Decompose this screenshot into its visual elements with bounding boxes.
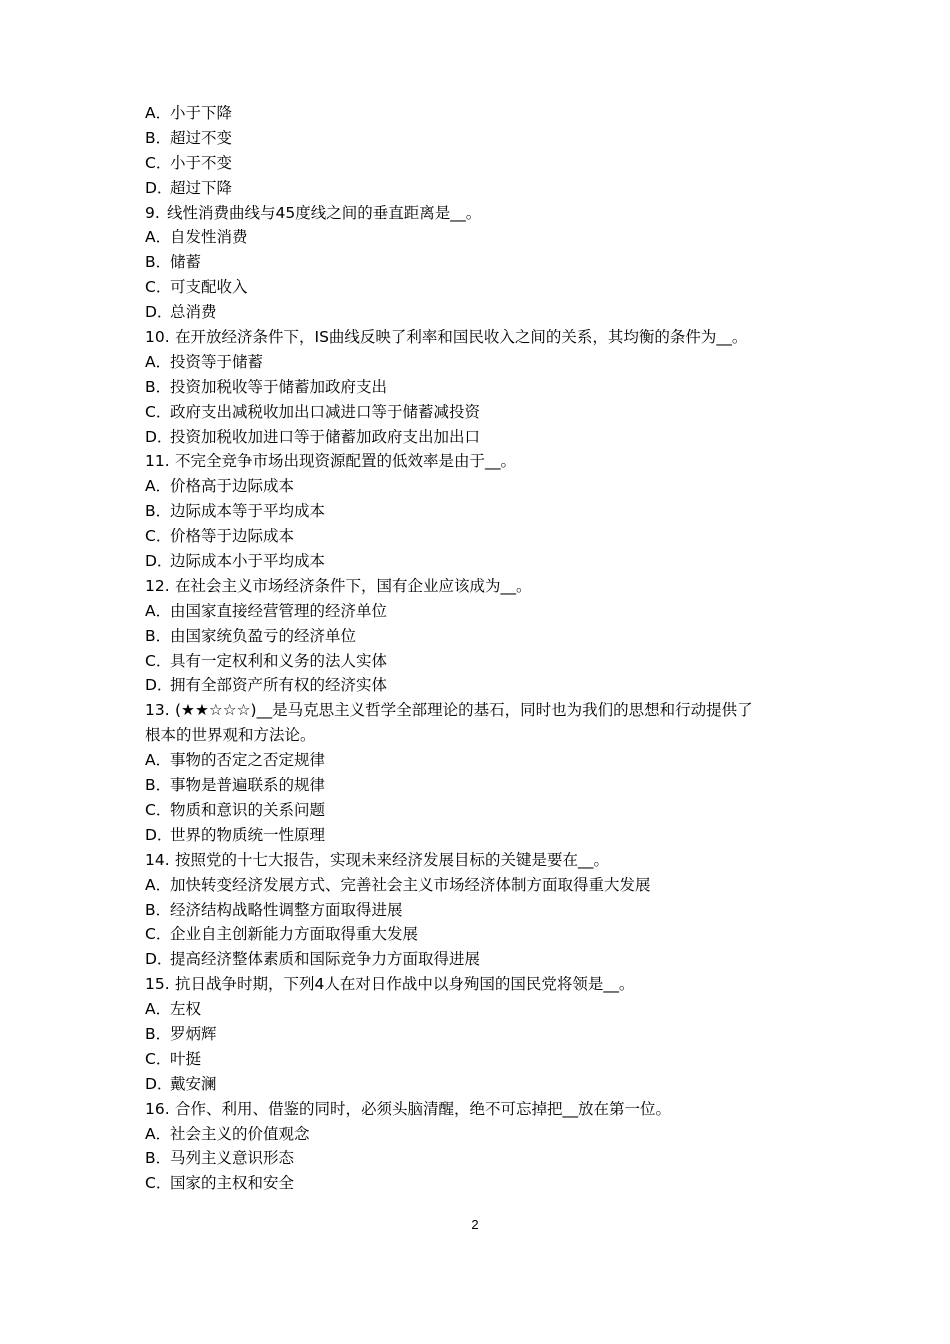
answer-option: [145, 624, 825, 649]
question-number: 14.: [145, 850, 170, 869]
option-label: B．: [145, 377, 172, 396]
option-label: C．: [145, 1174, 172, 1193]
answer-option: [145, 499, 825, 524]
option-label: A．: [145, 875, 172, 894]
answer-option: [145, 126, 825, 151]
answer-option: [145, 673, 825, 698]
option-label: C．: [145, 278, 172, 297]
option-label: B．: [145, 128, 172, 147]
option-label: B．: [145, 900, 172, 919]
question-number: 9.: [145, 203, 160, 222]
option-text: 物质和意识的关系问题: [170, 800, 326, 819]
option-text: 提高经济整体素质和国际竞争力方面取得进展: [170, 950, 481, 969]
answer-option: [145, 1171, 825, 1196]
option-text: 世界的物质统一性原理: [170, 825, 326, 844]
option-text: 投资等于储蓄: [170, 352, 264, 371]
option-text: 叶挺: [170, 1049, 202, 1068]
option-text: 社会主义的价值观念: [170, 1124, 310, 1143]
answer-option: [145, 898, 825, 923]
option-text: 由国家直接经营管理的经济单位: [170, 601, 388, 620]
option-text: 小于下降: [170, 104, 233, 122]
option-text: 马列主义意识形态: [170, 1149, 295, 1168]
option-label: D．: [145, 552, 173, 571]
page-content: [145, 101, 825, 1196]
option-label: C．: [145, 153, 172, 172]
question-stem: [145, 325, 825, 350]
question-number: 13.: [145, 701, 170, 720]
question-text: (★★☆☆☆)__是马克思主义哲学全部理论的基石，同时也为我们的思想和行动提供了: [175, 701, 753, 720]
option-text: 自发性消费: [170, 228, 248, 247]
answer-option: [145, 275, 825, 300]
answer-option: [145, 250, 825, 275]
option-text: 价格等于边际成本: [170, 527, 295, 546]
question-text: 在社会主义市场经济条件下，国有企业应该成为__。: [175, 576, 532, 595]
question-stem: [145, 449, 825, 474]
answer-option: [145, 997, 825, 1022]
option-label: A．: [145, 1124, 172, 1143]
option-label: B．: [145, 1024, 172, 1043]
option-text: 罗炳辉: [170, 1024, 217, 1043]
answer-option: [145, 425, 825, 450]
answer-option: [145, 873, 825, 898]
answer-option: [145, 524, 825, 549]
option-text: 投资加税收等于储蓄加政府支出: [170, 377, 388, 396]
option-label: C．: [145, 402, 172, 421]
answer-option: [145, 400, 825, 425]
option-text: 企业自主创新能力方面取得重大发展: [170, 925, 419, 944]
option-label: D．: [145, 427, 173, 446]
option-label: B．: [145, 626, 172, 645]
option-label: D．: [145, 950, 173, 969]
page-number: 2: [471, 1217, 479, 1232]
option-label: C．: [145, 800, 172, 819]
question-stem: [145, 848, 825, 873]
option-text: 国家的主权和安全: [170, 1174, 295, 1193]
answer-option: [145, 947, 825, 972]
option-text: 投资加税收加进口等于储蓄加政府支出加出口: [170, 427, 481, 446]
answer-option: [145, 549, 825, 574]
option-label: D．: [145, 1074, 173, 1093]
option-text: 事物的否定之否定规律: [170, 751, 326, 770]
question-stem: [145, 201, 825, 226]
answer-option: [145, 599, 825, 624]
option-text: 政府支出减税收加出口减进口等于储蓄减投资: [170, 402, 481, 421]
answer-option: [145, 1022, 825, 1047]
option-label: C．: [145, 925, 172, 944]
question-stem: [145, 698, 825, 723]
answer-option: [145, 649, 825, 674]
option-label: B．: [145, 502, 172, 521]
option-label: A．: [145, 228, 172, 247]
answer-option: [145, 101, 825, 126]
option-text: 价格高于边际成本: [170, 477, 295, 496]
question-number: 11.: [145, 452, 170, 471]
answer-option: [145, 1146, 825, 1171]
option-label: D．: [145, 825, 173, 844]
option-text: 戴安澜: [170, 1074, 217, 1093]
question-number: 12.: [145, 576, 170, 595]
option-text: 超过下降: [170, 178, 233, 197]
answer-option: [145, 1122, 825, 1147]
option-text: 边际成本等于平均成本: [170, 502, 326, 521]
answer-option: [145, 773, 825, 798]
option-label: A．: [145, 751, 172, 770]
option-text: 具有一定权利和义务的法人实体: [170, 651, 388, 670]
answer-option: [145, 176, 825, 201]
answer-option: [145, 823, 825, 848]
question-text: 线性消费曲线与45度线之间的垂直距离是__。: [167, 203, 482, 222]
option-label: C．: [145, 527, 172, 546]
option-label: D．: [145, 178, 173, 197]
option-text: 事物是普遍联系的规律: [170, 776, 326, 795]
question-number: 10.: [145, 328, 170, 347]
option-label: A．: [145, 601, 172, 620]
question-number: 16.: [145, 1099, 170, 1118]
option-text: 小于不变: [170, 153, 233, 172]
answer-option: [145, 748, 825, 773]
question-text: 合作、利用、借鉴的同时，必须头脑清醒，绝不可忘掉把__放在第一位。: [175, 1099, 672, 1118]
option-label: B．: [145, 776, 172, 795]
option-text: 拥有全部资产所有权的经济实体: [170, 676, 388, 695]
option-label: A．: [145, 477, 172, 496]
answer-option: [145, 151, 825, 176]
answer-option: [145, 300, 825, 325]
option-text: 可支配收入: [170, 278, 248, 297]
answer-option: [145, 922, 825, 947]
option-text: 加快转变经济发展方式、完善社会主义市场经济体制方面取得重大发展: [170, 875, 651, 894]
answer-option: [145, 375, 825, 400]
option-label: D．: [145, 676, 173, 695]
answer-option: [145, 225, 825, 250]
option-label: A．: [145, 104, 172, 122]
option-text: 边际成本小于平均成本: [170, 552, 326, 571]
option-label: C．: [145, 651, 172, 670]
question-text: 抗日战争时期，下列4人在对日作战中以身殉国的国民党将领是__。: [175, 975, 635, 994]
question-text: 按照党的十七大报告，实现未来经济发展目标的关键是要在__。: [175, 850, 610, 869]
question-text: 不完全竞争市场出现资源配置的低效率是由于__。: [175, 452, 517, 471]
question-text-continuation: 根本的世界观和方法论。: [145, 726, 316, 745]
answer-option: [145, 1047, 825, 1072]
question-stem: [145, 972, 825, 997]
option-label: B．: [145, 253, 172, 272]
option-text: 总消费: [170, 303, 217, 322]
option-label: B．: [145, 1149, 172, 1168]
option-text: 超过不变: [170, 128, 233, 147]
option-label: C．: [145, 1049, 172, 1068]
question-stem: [145, 574, 825, 599]
question-number: 15.: [145, 975, 170, 994]
option-label: D．: [145, 303, 173, 322]
answer-option: [145, 1072, 825, 1097]
option-text: 储蓄: [170, 253, 202, 272]
option-label: A．: [145, 1000, 172, 1019]
answer-option: [145, 474, 825, 499]
option-text: 经济结构战略性调整方面取得进展: [170, 900, 403, 919]
option-label: A．: [145, 352, 172, 371]
option-text: 左权: [170, 1000, 202, 1019]
question-stem: [145, 1097, 825, 1122]
question-text: 在开放经济条件下，IS曲线反映了利率和国民收入之间的关系，其均衡的条件为__。: [175, 328, 748, 347]
option-text: 由国家统负盈亏的经济单位: [170, 626, 357, 645]
answer-option: [145, 350, 825, 375]
answer-option: [145, 798, 825, 823]
